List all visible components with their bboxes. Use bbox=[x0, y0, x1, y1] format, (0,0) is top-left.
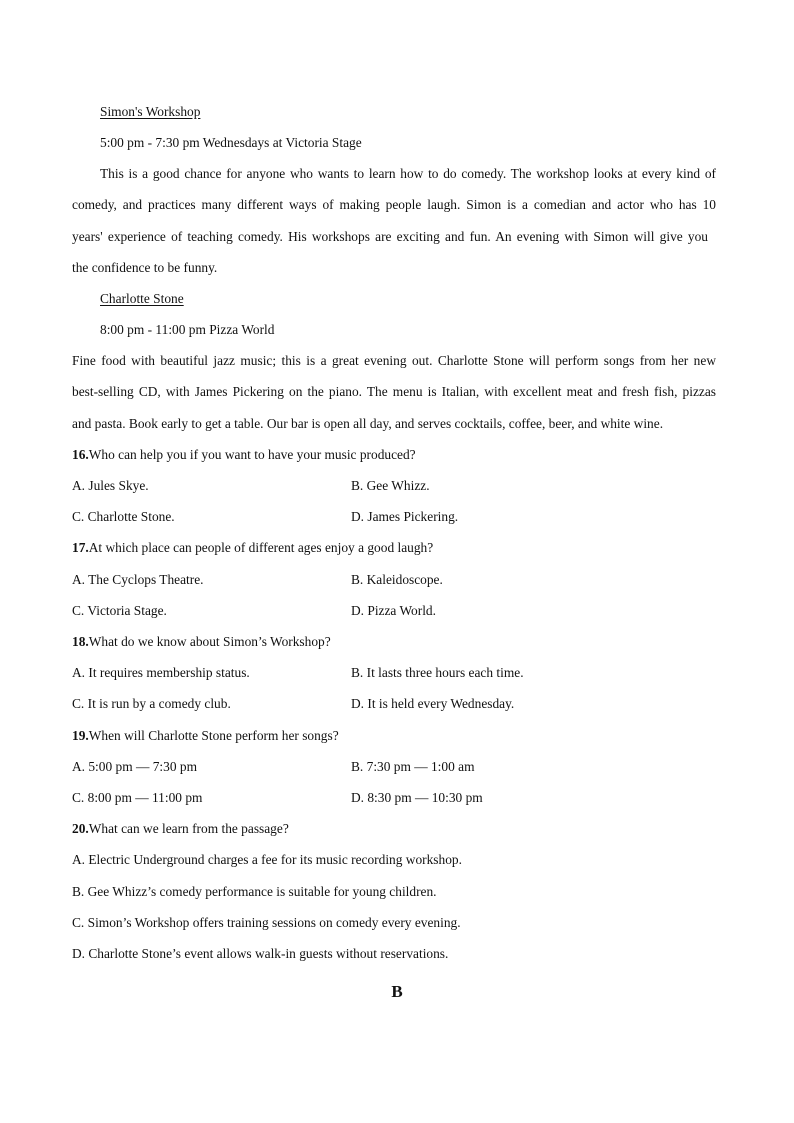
option-17-b: B. Kaleidoscope. bbox=[351, 572, 443, 587]
option-16-a: A. Jules Skye. bbox=[72, 478, 149, 493]
option-18-b: B. It lasts three hours each time. bbox=[351, 665, 524, 680]
option-19-b: B. 7:30 pm — 1:00 am bbox=[351, 759, 475, 774]
option-19-d: D. 8:30 pm — 10:30 pm bbox=[351, 790, 483, 805]
question-text: What can we learn from the passage? bbox=[88, 821, 289, 836]
question-20 bbox=[72, 820, 289, 838]
option-16-b: B. Gee Whizz. bbox=[351, 478, 430, 493]
question-text: When will Charlotte Stone perform her songs? bbox=[88, 728, 339, 743]
question-number: 16. bbox=[72, 447, 89, 462]
question-17 bbox=[72, 539, 433, 557]
question-number: 17. bbox=[72, 540, 89, 555]
question-16 bbox=[72, 446, 416, 464]
option-17-d: D. Pizza World. bbox=[351, 603, 436, 618]
option-20-b: B. Gee Whizz’s comedy performance is suitable for young children. bbox=[72, 884, 437, 899]
option-18-c: C. It is run by a comedy club. bbox=[72, 696, 231, 711]
question-text: Who can help you if you want to have your music produced? bbox=[88, 447, 416, 462]
question-number: 20. bbox=[72, 821, 89, 836]
event-time-simon: 5:00 pm - 7:30 pm Wednesdays at Victoria Stage bbox=[100, 135, 362, 150]
question-text: What do we know about Simon’s Workshop? bbox=[88, 634, 331, 649]
event-description-line: years' experience of teaching comedy. His workshops are exciting and fun. An evening with Simon will give you bbox=[72, 229, 708, 244]
event-title-charlotte: Charlotte Stone bbox=[100, 291, 184, 306]
option-20-d: D. Charlotte Stone’s event allows walk-in guests without reservations. bbox=[72, 946, 449, 961]
event-description-line: best-selling CD, with James Pickering on the piano. The menu is Italian, with excellent meat and fresh fish, pizzas bbox=[72, 384, 716, 399]
option-17-c: C. Victoria Stage. bbox=[72, 603, 167, 618]
option-18-d: D. It is held every Wednesday. bbox=[351, 696, 515, 711]
event-description-line: comedy, and practices many different ways of making people laugh. Simon is a comedian and actor who has 10 bbox=[72, 197, 716, 212]
option-18-a: A. It requires membership status. bbox=[72, 665, 250, 680]
option-20-c: C. Simon’s Workshop offers training sessions on comedy every evening. bbox=[72, 915, 461, 930]
event-description-line: and pasta. Book early to get a table. Our bar is open all day, and serves cocktails, coffee, beer, and white wine. bbox=[72, 416, 664, 431]
section-heading-b: B bbox=[391, 982, 403, 1001]
question-number: 18. bbox=[72, 634, 89, 649]
option-19-c: C. 8:00 pm — 11:00 pm bbox=[72, 790, 203, 805]
option-19-a: A. 5:00 pm — 7:30 pm bbox=[72, 759, 197, 774]
event-description-line: Fine food with beautiful jazz music; this is a great evening out. Charlotte Stone will perform songs from her new bbox=[72, 353, 716, 368]
question-text: At which place can people of different ages enjoy a good laugh? bbox=[88, 540, 434, 555]
event-time-charlotte: 8:00 pm - 11:00 pm Pizza World bbox=[100, 322, 275, 337]
event-title-simon: Simon's Workshop bbox=[100, 104, 201, 119]
question-19 bbox=[72, 727, 339, 745]
event-description-line: the confidence to be funny. bbox=[72, 260, 218, 275]
option-16-c: C. Charlotte Stone. bbox=[72, 509, 175, 524]
question-18 bbox=[72, 633, 331, 651]
event-description-line: This is a good chance for anyone who wants to learn how to do comedy. The workshop looks at every kind of bbox=[100, 166, 716, 181]
option-17-a: A. The Cyclops Theatre. bbox=[72, 572, 204, 587]
option-20-a: A. Electric Underground charges a fee for its music recording workshop. bbox=[72, 852, 462, 867]
question-number: 19. bbox=[72, 728, 89, 743]
option-16-d: D. James Pickering. bbox=[351, 509, 459, 524]
